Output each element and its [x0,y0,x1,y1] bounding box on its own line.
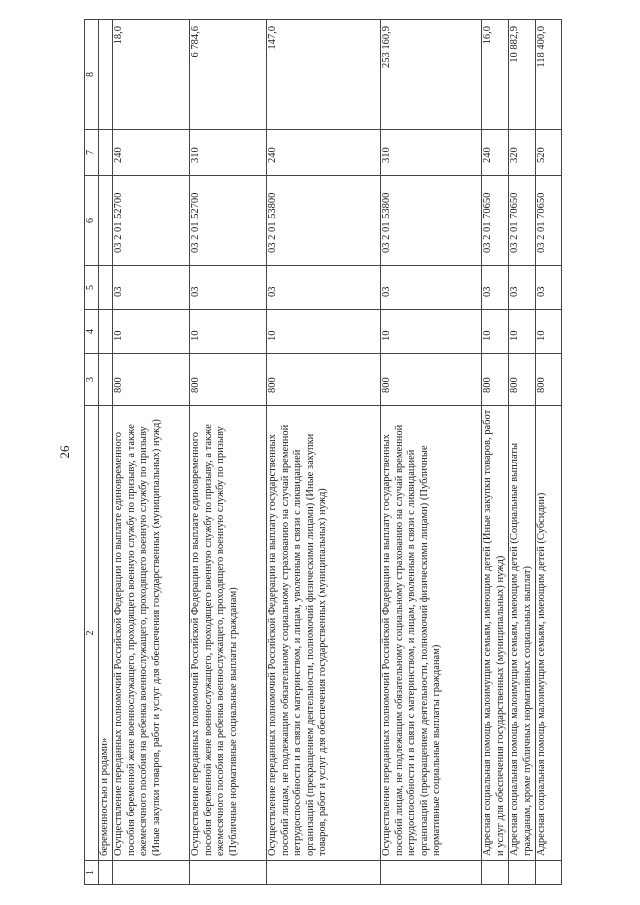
row-col-6: 03 2 01 70650 [482,176,509,266]
continuation-row [99,20,113,885]
table-row [482,20,509,885]
row-name: Осуществление переданных полномочий Российской Федерации по выплате единовременного пособия беременной жене военнослужащего, проходящего военную службу по призыву, а также ежемесячного пособия на ребенка военнослужащего, проходящего военную службу по призыву (Иные закупки товаров, работ и услуг для обеспечения государственных (муниципальных) нужд) [113,406,190,861]
row-col-3: 800 [190,354,267,406]
row-col-7: 520 [536,130,562,176]
row-col-4: 10 [190,310,267,354]
row-col-8: 253 160,9 [381,20,482,130]
row-col-7: 320 [509,130,536,176]
row-name: Осуществление переданных полномочий Российской Федерации на выплату государственных пособий лицам, не подлежащим обязательному социальному страхованию на случай временной нетрудоспособности и в связи с материнством, и лицам, уволенным в связи с ликвидацией организаций (прекращением деятельности, полномочий физическими лицами) (Публичные нормативные социальные выплаты гражданам) [381,406,482,861]
row-col-6: 03 2 01 70650 [509,176,536,266]
row-col-5: 03 [267,266,381,310]
row-col-3: 800 [381,354,482,406]
row-col-8: 10 882,9 [509,20,536,130]
header-col-7: 7 [85,130,99,176]
row-name: Осуществление переданных полномочий Российской Федерации по выплате единовременного пособия беременной жене военнослужащего, проходящего военную службу по призыву, а также ежемесячного пособия на ребенка военнослужащего, проходящего военную службу по призыву (Публичные нормативные социальные выплаты гражданам) [190,406,267,861]
page-number: 26 [57,445,72,459]
table-row [190,20,267,885]
row-col-5: 03 [482,266,509,310]
header-col-4: 4 [85,310,99,354]
table-row [536,20,562,885]
row-name: Адресная социальная помощь малоимущим семьям, имеющим детей (Социальные выплаты гражданам, кроме публичных нормативных социальных выплат) [509,406,536,861]
row-col-7: 310 [381,130,482,176]
row-col-4: 10 [381,310,482,354]
row-col-4: 10 [482,310,509,354]
row-col-6: 03 2 01 53800 [381,176,482,266]
row-name: Адресная социальная помощь малоимущим семьям, имеющим детей (Иные закупки товаров, работ и услуг для обеспечения государственных (муниципальных) нужд) [482,406,509,861]
header-col-1: 1 [85,861,99,885]
row-col-8: 18,0 [113,20,190,130]
row-col-8: 147,0 [267,20,381,130]
header-col-2: 2 [85,406,99,861]
header-row [85,20,99,885]
table-row [267,20,381,885]
row-col-5: 03 [536,266,562,310]
row-col-8: 16,0 [482,20,509,130]
row-col-7: 240 [482,130,509,176]
row-col-5: 03 [113,266,190,310]
header-col-6: 6 [85,176,99,266]
table-row [381,20,482,885]
row-col-5: 03 [509,266,536,310]
row-col-5: 03 [190,266,267,310]
row-col-6: 03 2 01 52700 [113,176,190,266]
row-col-4: 10 [267,310,381,354]
row-col-3: 800 [267,354,381,406]
row-name: Адресная социальная помощь малоимущим семьям, имеющим детей (Субсидии) [536,406,562,861]
continuation-text: беременностью и родами» [99,406,113,861]
row-col-7: 240 [267,130,381,176]
row-col-3: 800 [509,354,536,406]
row-col-7: 310 [190,130,267,176]
table-row [113,20,190,885]
budget-table [84,19,562,885]
row-col-4: 10 [113,310,190,354]
rotated-table-container [84,20,589,885]
table-row [509,20,536,885]
row-col-6: 03 2 01 52700 [190,176,267,266]
row-col-7: 240 [113,130,190,176]
row-col-3: 800 [482,354,509,406]
row-col-3: 800 [536,354,562,406]
row-col-8: 118 400,0 [536,20,562,130]
row-col-6: 03 2 01 53800 [267,176,381,266]
header-col-8: 8 [85,20,99,130]
row-col-4: 10 [536,310,562,354]
row-col-4: 10 [509,310,536,354]
header-col-3: 3 [85,354,99,406]
row-col-3: 800 [113,354,190,406]
row-name: Осуществление переданных полномочий Российской Федерации на выплату государственных пособий лицам, не подлежащим обязательному социальному страхованию на случай временной нетрудоспособности и в связи с материнством, и лицам, уволенным в связи с ликвидацией организаций (прекращением деятельности, полномочий физическими лицами) (Иные закупки товаров, работ и услуг для обеспечения государственных (муниципальных) нужд) [267,406,381,861]
header-col-5: 5 [85,266,99,310]
row-col-5: 03 [381,266,482,310]
row-col-6: 03 2 01 70650 [536,176,562,266]
row-col-8: 6 784,6 [190,20,267,130]
